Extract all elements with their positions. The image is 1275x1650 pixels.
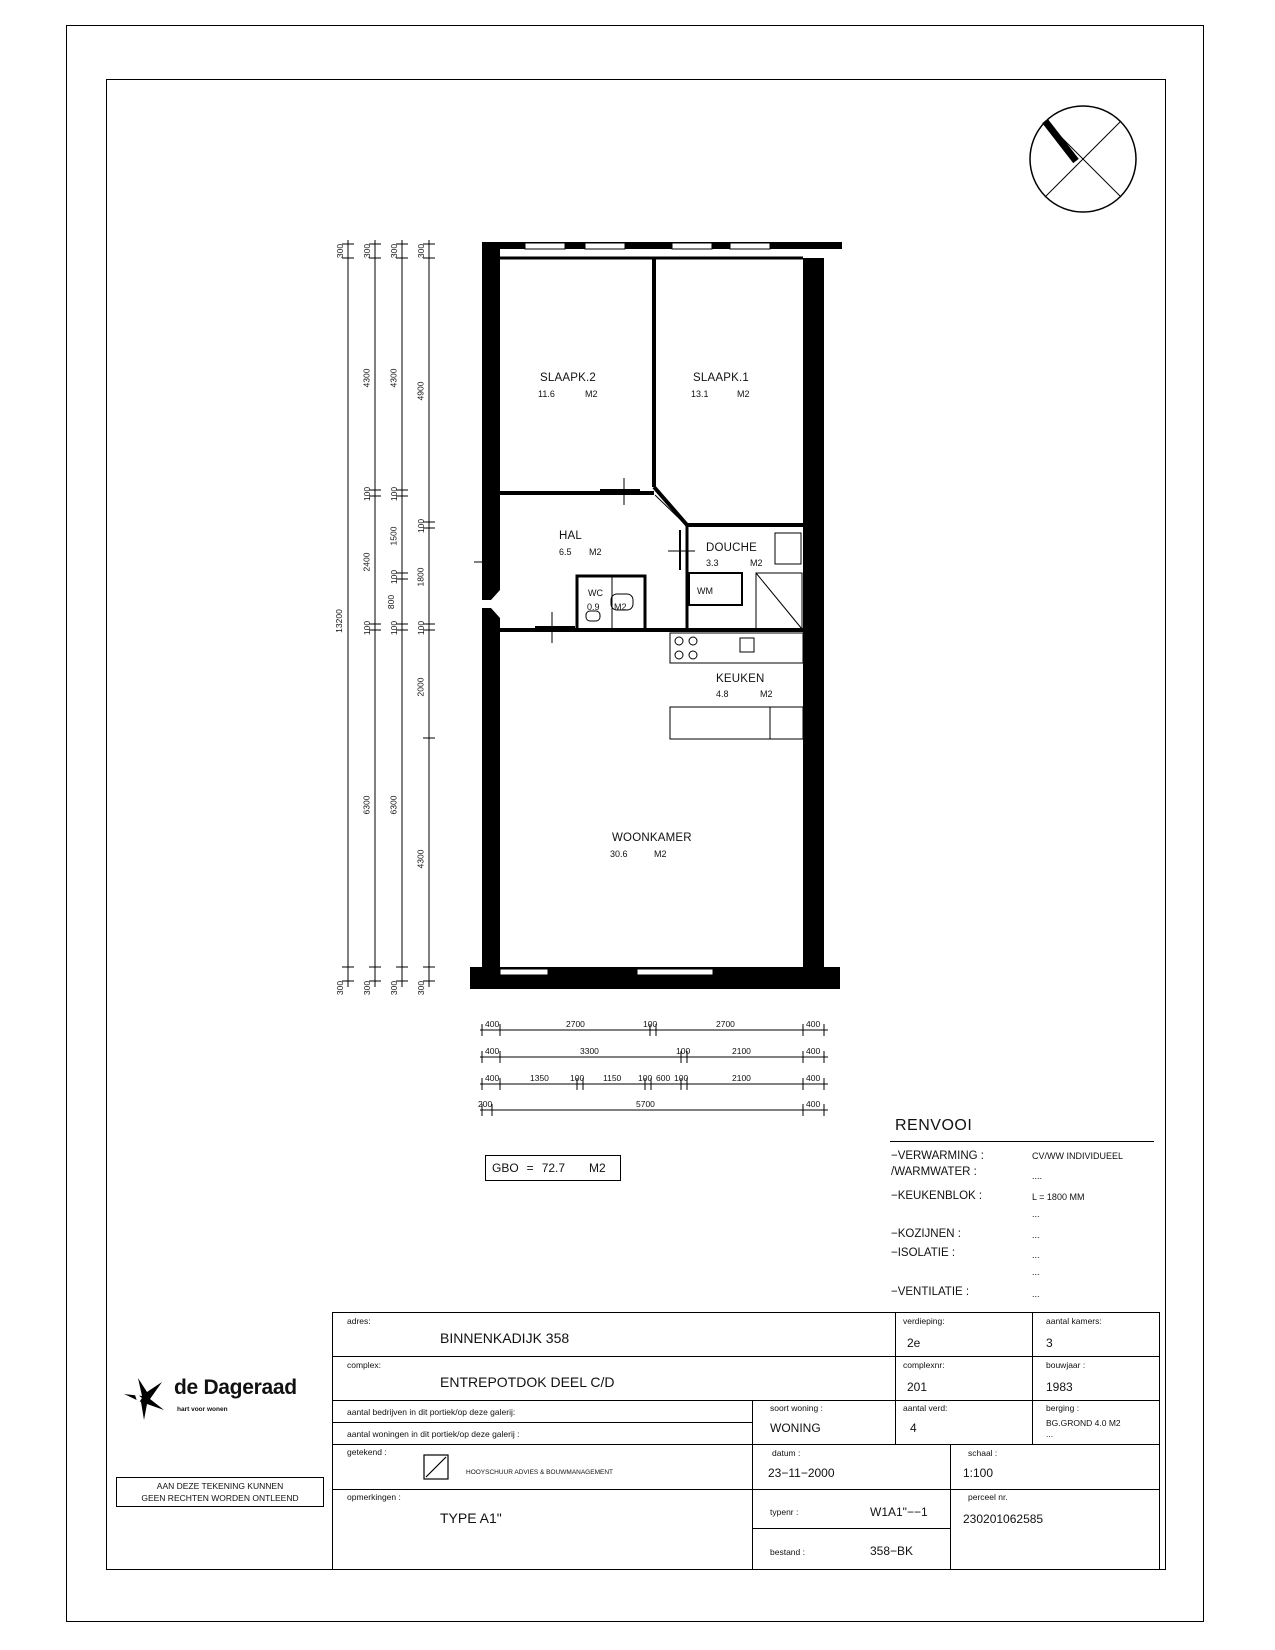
room-hal-name: HAL (559, 530, 582, 542)
dim-v-2400: 2400 (361, 552, 372, 572)
dim-v4: 300 (416, 243, 427, 259)
dim-v-1500: 1500 (388, 526, 399, 546)
dim-h2-e: 400 (806, 1046, 821, 1056)
renvooi-value-isolatie-2: ... (1032, 1267, 1040, 1277)
caption-getekend: getekend : (347, 1447, 387, 1457)
value-verd: 4 (910, 1421, 917, 1435)
room-keuken-unit: M2 (760, 689, 773, 699)
value-soort: WONING (770, 1421, 821, 1435)
value-typenr: W1A1"−−1 (870, 1505, 928, 1519)
room-keuken-area: 4.8 (716, 689, 729, 699)
room-slaapk2-name: SLAAPK.2 (540, 372, 596, 384)
dim-v-100a: 100 (362, 486, 373, 502)
renvooi-value-verwarming: CV/WW INDIVIDUEEL (1032, 1151, 1124, 1161)
caption-bedrijven: aantal bedrijven in dit portiek/op deze galerij: (347, 1407, 516, 1417)
dim-v-100e: 100 (362, 620, 373, 636)
value-perceel: 230201062585 (963, 1512, 1044, 1526)
value-complex: ENTREPOTDOK DEEL C/D (440, 1374, 615, 1390)
dim-v-100g: 100 (416, 620, 427, 636)
interior-walls (474, 258, 803, 739)
dim-h3-h: 2100 (732, 1073, 751, 1083)
caption-complex: complex: (347, 1360, 382, 1370)
renvooi-label-isolatie: −ISOLATIE : (891, 1247, 956, 1259)
value-kamers: 3 (1046, 1336, 1053, 1350)
disclaimer-box (116, 1477, 324, 1507)
dim-v-total: 13200 (333, 609, 344, 633)
dim-h2-b: 3300 (580, 1046, 599, 1056)
room-slaapk1-unit: M2 (737, 389, 750, 399)
room-slaapk2-unit: M2 (585, 389, 598, 399)
logo-name: de Dageraad (174, 1376, 297, 1399)
dim-h4-a: 200 (478, 1099, 493, 1109)
renvooi-label-verwarming: −VERWARMING : (891, 1150, 984, 1162)
room-douche-area: 3.3 (706, 558, 719, 568)
tb-line-2 (332, 1400, 1160, 1401)
gbo-label: GBO (492, 1161, 519, 1175)
dim-v-300b3: 300 (389, 980, 400, 996)
room-keuken-name: KEUKEN (716, 673, 765, 685)
room-douche-name: DOUCHE (706, 542, 758, 554)
dim-h3-b: 1350 (530, 1073, 549, 1083)
value-getekend: HOOYSCHUUR ADVIES & BOUWMANAGEMENT (466, 1469, 613, 1476)
room-douche-unit: M2 (750, 558, 763, 568)
value-bouwjaar: 1983 (1046, 1380, 1073, 1394)
dim-v-6300b: 6300 (388, 795, 399, 815)
dageraad-star-icon (120, 1372, 170, 1422)
renvooi-value-kozijnen: ... (1032, 1230, 1040, 1240)
value-opmerkingen: TYPE A1" (440, 1510, 502, 1526)
room-woonkamer-area: 30.6 (610, 849, 628, 859)
value-schaal: 1:100 (963, 1466, 994, 1480)
dim-v-2000: 2000 (415, 677, 426, 697)
caption-typenr: typenr : (770, 1507, 799, 1517)
dim-v-4300c: 4300 (415, 849, 426, 869)
caption-soort: soort woning : (770, 1403, 823, 1413)
room-woonkamer-name: WOONKAMER (612, 832, 692, 844)
dim-v-6300a: 6300 (361, 795, 372, 815)
dim-h3-g: 100 (674, 1073, 689, 1083)
dim-h1-a: 400 (485, 1019, 500, 1029)
value-datum: 23−11−2000 (768, 1466, 835, 1480)
dim-h3-e: 100 (638, 1073, 653, 1083)
room-slaapk2-area: 11.6 (538, 389, 555, 399)
disclaimer-line-2: GEEN RECHTEN WORDEN ONTLEEND (141, 1493, 299, 1503)
title-block (332, 1312, 1160, 1570)
value-berging-2: ... (1046, 1429, 1054, 1439)
caption-kamers: aantal kamers: (1046, 1316, 1102, 1326)
value-verdieping: 2e (907, 1336, 921, 1350)
room-wc-name: WC (588, 588, 603, 598)
dim-v3: 300 (389, 243, 400, 259)
caption-woningen: aantal woningen in dit portiek/op deze galerij : (347, 1429, 520, 1439)
caption-adres: adres: (347, 1316, 371, 1326)
dim-h2-a: 400 (485, 1046, 500, 1056)
gbo-box (485, 1155, 621, 1181)
caption-verdieping: verdieping: (903, 1316, 945, 1326)
dim-h1-e: 400 (806, 1019, 821, 1029)
dim-v-4900: 4900 (415, 381, 426, 401)
caption-bestand: bestand : (770, 1547, 805, 1557)
top-windows (500, 243, 770, 975)
renvooi-label-ventilatie: −VENTILATIE : (891, 1286, 970, 1298)
dim-h2-d: 2100 (732, 1046, 751, 1056)
renvooi-value-keukenblok-2: ... (1032, 1209, 1040, 1219)
dim-h3-d: 1150 (603, 1073, 622, 1083)
room-woonkamer-unit: M2 (654, 849, 667, 859)
tb-vline-2 (1032, 1312, 1033, 1444)
dim-v-100f: 100 (389, 620, 400, 636)
logo-tagline: hart voor wonen (177, 1406, 228, 1413)
caption-complexnr: complexnr: (903, 1360, 945, 1370)
dim-h3-i: 400 (806, 1073, 821, 1083)
tb-vline-1 (895, 1312, 896, 1400)
dageraad-logo (120, 1372, 320, 1422)
dim-v1: 300 (335, 243, 346, 259)
renvooi-title: RENVOOI (895, 1117, 973, 1134)
caption-datum: datum : (772, 1448, 801, 1458)
tb-line-5 (332, 1489, 1160, 1490)
value-berging: BG.GROND 4.0 M2 (1046, 1418, 1121, 1428)
dim-h1-b: 2700 (566, 1019, 585, 1029)
gbo-value: 72.7 (541, 1161, 566, 1175)
room-wm-label: WM (697, 586, 713, 596)
dim-v-300b1: 300 (335, 980, 346, 996)
renvooi-label-keukenblok: −KEUKENBLOK : (891, 1190, 983, 1202)
caption-berging: berging : (1046, 1403, 1080, 1413)
room-wc-area: 0.9 (587, 602, 600, 612)
value-complexnr: 201 (907, 1380, 928, 1394)
caption-opmerkingen: opmerkingen : (347, 1492, 401, 1502)
dim-h4-c: 400 (806, 1099, 821, 1109)
renvooi-value-isolatie: ... (1032, 1250, 1040, 1260)
caption-schaal: schaal : (968, 1448, 998, 1458)
dim-v-300b2: 300 (362, 980, 373, 996)
gbo-eq: = (526, 1161, 534, 1175)
tb-vline-5 (950, 1444, 951, 1570)
value-bestand: 358−BK (870, 1544, 914, 1558)
caption-perceel: perceel nr. (968, 1492, 1008, 1502)
vertical-dimension-lines (342, 240, 435, 987)
tb-vline-4 (895, 1400, 896, 1444)
room-hal-area: 6.5 (559, 547, 572, 557)
tb-line-1 (332, 1356, 1160, 1357)
dim-h3-a: 400 (485, 1073, 500, 1083)
dim-h3-c: 100 (570, 1073, 585, 1083)
north-arrow-icon (1030, 106, 1136, 212)
room-slaapk1-name: SLAAPK.1 (693, 372, 749, 384)
dim-h1-d: 2700 (716, 1019, 735, 1029)
tb-vline-3 (752, 1400, 753, 1570)
renvooi-value-ventilatie: ... (1032, 1289, 1040, 1299)
dim-h2-c: 100 (676, 1046, 691, 1056)
tb-line-4 (332, 1444, 1160, 1445)
dim-h4-b: 5700 (636, 1099, 655, 1109)
dim-h1-c: 100 (643, 1019, 658, 1029)
caption-verd: aantal verd: (903, 1403, 948, 1413)
gbo-unit: M2 (589, 1161, 606, 1175)
renvooi-label-kozijnen: −KOZIJNEN : (891, 1228, 961, 1240)
dim-v-300b4: 300 (416, 980, 427, 996)
room-slaapk1-area: 13.1 (691, 389, 709, 399)
caption-bouwjaar: bouwjaar : (1046, 1360, 1086, 1370)
dim-v-100b: 100 (389, 486, 400, 502)
dim-v2: 300 (362, 243, 373, 259)
dim-v-4300a: 4300 (361, 368, 372, 388)
renvooi-value-keukenblok: L = 1800 MM (1032, 1192, 1085, 1202)
room-wc-unit: M2 (614, 602, 627, 612)
dim-v-100c: 100 (416, 518, 427, 534)
dim-v-4300b: 4300 (388, 368, 399, 388)
disclaimer-line-1: AAN DEZE TEKENING KUNNEN (156, 1481, 284, 1491)
room-hal-unit: M2 (589, 547, 602, 557)
renvooi-value-warmwater: .... (1032, 1171, 1043, 1181)
dim-h3-f: 600 (656, 1073, 671, 1083)
dim-v-1800: 1800 (415, 567, 426, 587)
renvooi-label-warmwater: /WARMWATER : (891, 1166, 977, 1178)
dim-v-800: 800 (386, 594, 397, 610)
tb-line-3 (332, 1422, 752, 1423)
renvooi-underline (890, 1141, 1154, 1142)
tb-line-6 (752, 1528, 950, 1529)
dim-v-100d: 100 (389, 569, 400, 585)
value-adres: BINNENKADIJK 358 (440, 1330, 570, 1346)
